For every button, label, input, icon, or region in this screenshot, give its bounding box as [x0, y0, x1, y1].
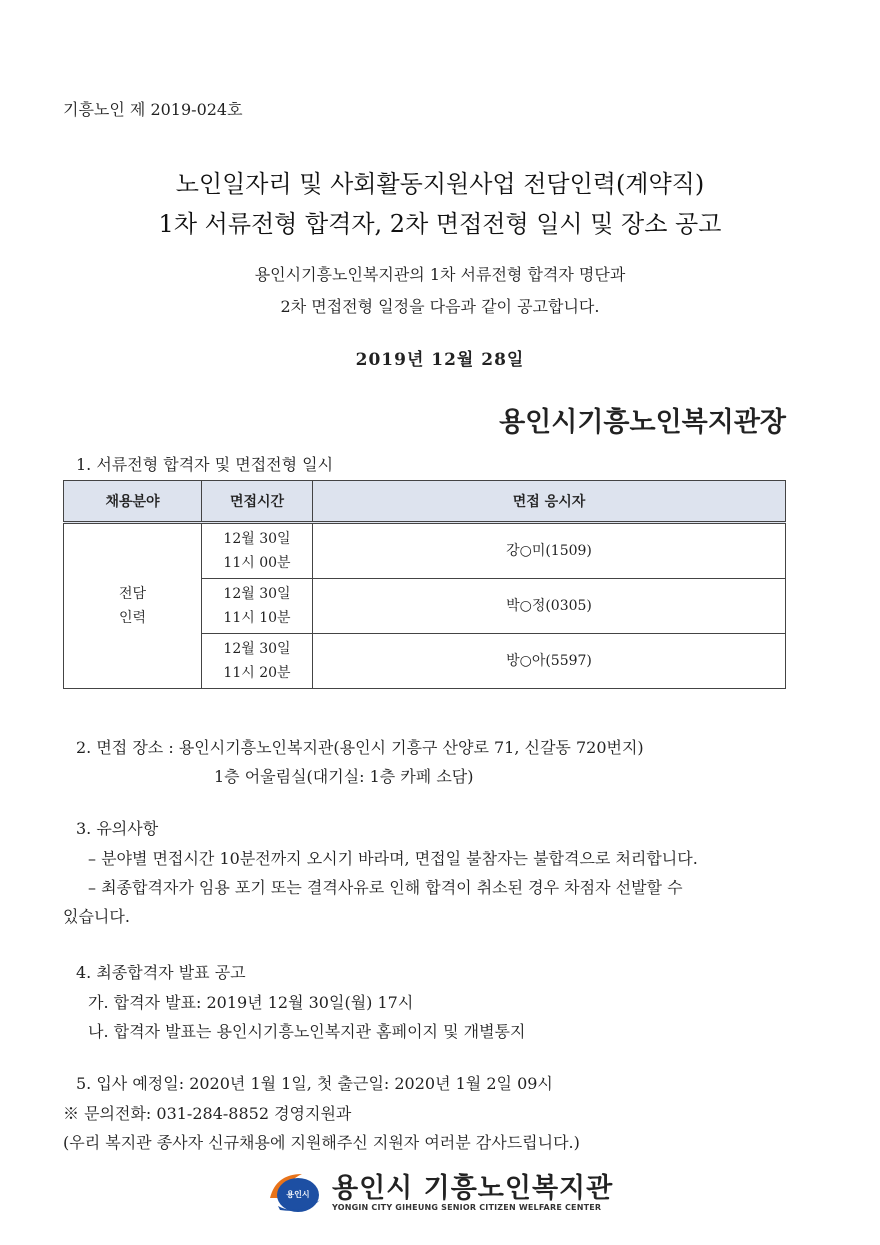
contact-info: ※ 문의전화: 031-284-8852 경영지원과 [63, 1104, 352, 1123]
section-3-item-2: – 최종합격자가 임용 포기 또는 결격사유로 인해 합격이 취소된 경우 차점자 선발할 수 [88, 878, 683, 897]
emblem-text: 용인시 [286, 1190, 310, 1199]
section-4-item-ga: 가. 합격자 발표: 2019년 12월 30일(월) 17시 [88, 993, 414, 1012]
title-line-2: 1차 서류전형 합격자, 2차 면접전형 일시 및 장소 공고 [158, 210, 722, 238]
interview-time: 11시 00분 [223, 555, 291, 571]
section-2-room: 1층 어울림실(대기실: 1층 카페 소담) [214, 767, 474, 786]
section-3-item-2-cont: 있습니다. [63, 907, 130, 926]
welfare-center-logo [266, 1166, 614, 1220]
header-interview-time: 면접시간 [202, 481, 313, 523]
section-1-heading: 1. 서류전형 합격자 및 면접전형 일시 [76, 455, 334, 474]
emblem-icon [266, 1168, 326, 1218]
candidate-cell: 방○아(5597) [313, 634, 786, 689]
interview-date: 12월 30일 [223, 586, 291, 602]
logo-name: 용인시 기흥노인복지관 [332, 1173, 614, 1204]
section-5-start-date: 5. 입사 예정일: 2020년 1월 1일, 첫 출근일: 2020년 1월 2일 09시 [76, 1074, 553, 1093]
interview-time-cell [202, 523, 313, 579]
issuer-signature: 용인시기흥노인복지관장 [499, 407, 786, 438]
field-line-1: 전담 [118, 586, 147, 602]
document-number: 기흥노인 제 2019-024호 [63, 100, 243, 119]
intro-line-1: 용인시기흥노인복지관의 1차 서류전형 합격자 명단과 [254, 265, 626, 284]
section-4-item-na: 나. 합격자 발표는 용인시기흥노인복지관 홈페이지 및 개별통지 [88, 1022, 526, 1041]
logo-subtitle: YONGIN CITY GIHEUNG SENIOR CITIZEN WELFARE CENTER [332, 1203, 602, 1212]
intro-line-2: 2차 면접전형 일정을 다음과 같이 공고합니다. [280, 297, 600, 316]
interview-schedule-table [63, 480, 786, 689]
interview-time: 11시 10분 [223, 610, 291, 626]
interview-time: 11시 20분 [223, 665, 291, 681]
table-row [64, 523, 786, 579]
candidate-cell: 강○미(1509) [313, 523, 786, 579]
header-field: 채용분야 [64, 481, 202, 523]
thanks-note: (우리 복지관 종사자 신규채용에 지원해주신 지원자 여러분 감사드립니다.) [63, 1133, 580, 1152]
announcement-date: 2019년 12월 28일 [355, 350, 525, 370]
field-line-2: 인력 [118, 610, 147, 626]
interview-time-cell [202, 634, 313, 689]
section-4-heading: 4. 최종합격자 발표 공고 [76, 963, 246, 982]
interview-date: 12월 30일 [223, 641, 291, 657]
interview-date: 12월 30일 [223, 531, 291, 547]
section-3-heading: 3. 유의사항 [76, 819, 159, 838]
candidate-cell: 박○정(0305) [313, 579, 786, 634]
section-3-item-1: – 분야별 면접시간 10분전까지 오시기 바라며, 면접일 불참자는 불합격으로 처리합니다. [88, 849, 698, 868]
title-line-1: 노인일자리 및 사회활동지원사업 전담인력(계약직) [175, 170, 705, 198]
header-candidate: 면접 응시자 [313, 481, 786, 523]
interview-time-cell [202, 579, 313, 634]
field-cell [64, 523, 202, 689]
section-2-location: 2. 면접 장소 : 용인시기흥노인복지관(용인시 기흥구 산양로 71, 신갈동 720번지) [76, 738, 644, 757]
